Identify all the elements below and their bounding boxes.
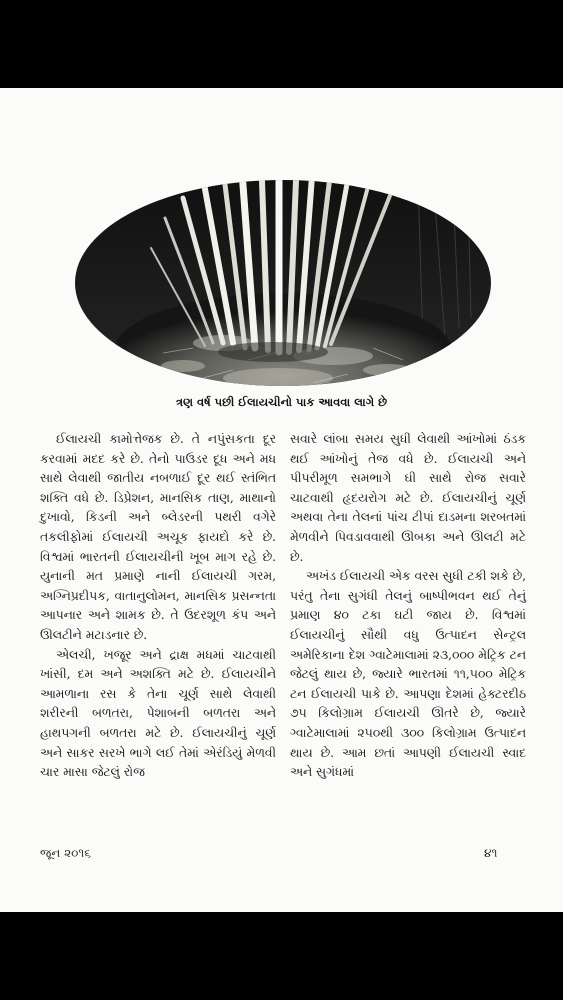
paragraph: અખંડ ઈલાયચી એક વરસ સુધી ટકી શકે છે, પરંતુ તેના સુગંધી તેલનું બાષ્પીભવન થઈ તેનું પ્રમાણ ૪૦ ટકા ઘટી જાય છે. વિશ્વમાં ઈલાયચીનું સૌથી વધુ ઉત્પાદન સેન્ટ્રલ અમેરિકાના દેશ ગ્વાટેમાલામાં ૨૩,૦૦૦ મેટ્રિક ટન જેટલું થાય છે, જ્યારે ભારતમાં ૧૧,૫૦૦ મેટ્રિક ટન ઈલાયચી પાકે છે. આપણા દેશમાં હેક્ટરદીઠ ૭૫ કિલોગ્રામ ઈલાયચી ઊતરે છે, જ્યારે ગ્વાટેમાલામાં ૨૫૦થી ૩૦૦ કિલોગ્રામ ઉત્પાદન થાય છે. આમ છતાં આપણી ઈલાયચી સ્વાદ અને સુગંધમાં bbox=[290, 569, 526, 780]
paragraph: ઈલાયચી કામોત્તેજક છે. તે નપુંસકતા દૂર કરવામાં મદદ કરે છે. તેનો પાઉડર દૂધ અને મધ સાથે લેવાથી જાતીય નબળાઈ દૂર થઈ સ્તંભિત શક્તિ વધે છે. ડિપ્રેશન, માનસિક તાણ, માથાનો દુખાવો, કિડની અને બ્લેડરની પથરી વગેરે તકલીફોમાં ઈલાયચી અચૂક ફાયદો કરે છે. વિશ્વમાં ભારતની ઈલાયચીની ખૂબ માગ રહે છે. યુનાની મત પ્રમાણે નાની ઈલાયચી ગરમ, અગ્નિપ્રદીપક, વાતાનુલોમન, માનસિક પ્રસન્નતા આપનાર અને શામક છે. તે ઉદરશૂળ કંપ અને ઊલટીને મટાડનાર છે. bbox=[40, 432, 276, 642]
issue-date: જૂન ૨૦૧૬ bbox=[40, 846, 91, 860]
magazine-page bbox=[0, 88, 563, 912]
paragraph: સવારે લાંબા સમય સુધી લેવાથી આંખોમાં ઠંડક થઈ આંખોનું તેજ વધે છે. ઈલાયચી અને પીપરીમૂળ સમભાગે ઘી સાથે રોજ સવારે ચાટવાથી હૃદયરોગ મટે છે. ઈલાયચીનું ચૂર્ણ અથવા તેના તેલનાં પાંચ ટીપાં દાડમના શરબતમાં મેળવીને પિવડાવવાથી ઊબકા અને ઊલટી મટે છે. bbox=[290, 432, 526, 564]
right-column bbox=[290, 430, 526, 783]
paragraph: એલચી, ખજૂર અને દ્રાક્ષ મધમાં ચાટવાથી ખાંસી, દમ અને અશક્તિ મટે છે. ઈલાયચીને આમળાના રસ કે તેના ચૂર્ણ સાથે લેવાથી શરીરની બળતરા, પેશાબની બળતરા અને હાથપગની બળતરા મટે છે. ઈલાયચીનું ચૂર્ણ અને સાકર સરખે ભાગે લઈ તેમાં એરંડિયું મેળવી ચાર માસા જેટલું રોજ bbox=[40, 647, 276, 780]
cardamom-plant-photo bbox=[73, 138, 493, 428]
photo-caption: ત્રણ વર્ષ પછી ઈલાયચીનો પાક આવવા લાગે છે bbox=[175, 395, 388, 409]
page-number: ૪૧ bbox=[484, 846, 498, 860]
photo-illustration bbox=[73, 138, 493, 428]
left-column bbox=[40, 430, 276, 783]
